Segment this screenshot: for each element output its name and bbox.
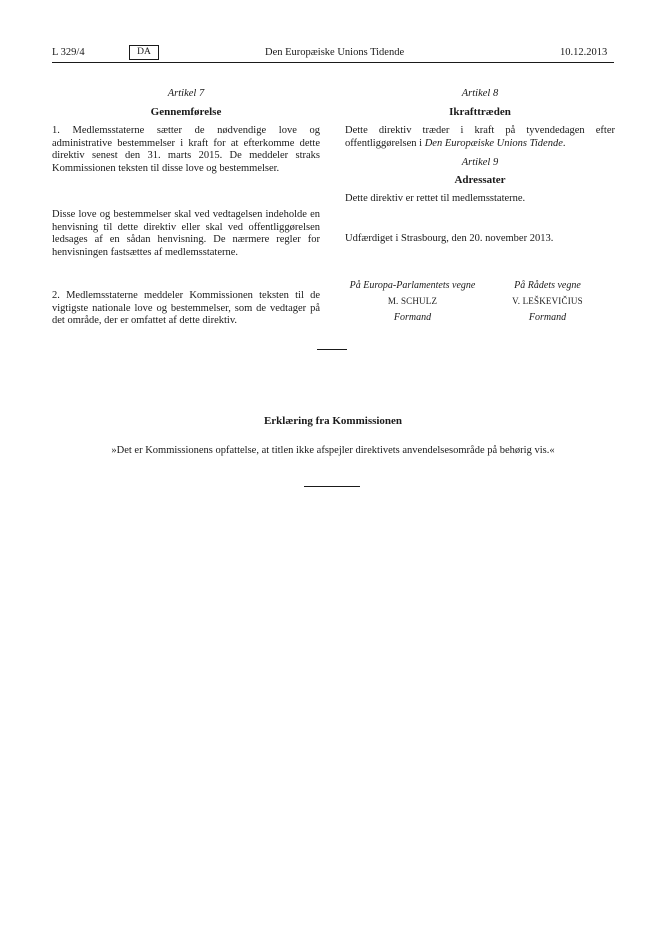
journal-title: Den Europæiske Unions Tidende (265, 47, 405, 58)
article-8-text (345, 125, 615, 150)
article-9-title: Adressater (454, 174, 506, 186)
publication-date: 10.12.2013 (560, 47, 608, 58)
article-7-paragraph-2: 2. Medlemsstaterne meddeler Kommissionen teksten til de vigtigste nationale love og bestemmelser, som de vedtager på det område, der er omfattet af dette direktiv. (52, 290, 320, 326)
signature-council-name: V. LEŠKEVIČIUS (512, 296, 583, 306)
article-8-text-start: Dette direktiv træder i kraft på tyvendedagen efter offentliggørelsen i (345, 125, 615, 149)
end-separator (304, 486, 360, 487)
signature-council (480, 279, 615, 324)
declaration-text: »Det er Kommissionens opfattelse, at titlen ikke afspejler direktivets anvendelsesområde på behørig vis.« (111, 445, 555, 456)
article-7-title: Gennemførelse (150, 106, 222, 118)
article-9-number: Artikel 9 (461, 157, 499, 168)
signature-parliament (345, 279, 480, 324)
signature-parliament-name: M. SCHULZ (387, 296, 438, 306)
section-separator (317, 349, 347, 350)
article-7-number: Artikel 7 (167, 88, 205, 99)
article-8-number: Artikel 8 (461, 88, 499, 99)
signature-council-title: Formand (528, 312, 567, 323)
article-9-text: Dette direktiv er rettet til medlemsstaterne. (345, 193, 526, 204)
signing-place-date: Udfærdiget i Strasbourg, den 20. november 2013. (345, 233, 554, 244)
article-8-title: Ikrafttræden (449, 106, 511, 118)
page-reference: L 329/4 (52, 47, 85, 58)
signature-parliament-role: På Europa-Parlamentets vegne (349, 280, 476, 291)
signature-council-role: På Rådets vegne (514, 280, 581, 291)
article-8-journal-reference: Den Europæiske Unions Tidende (424, 137, 563, 149)
article-7-paragraph-1-subparagraph: Disse love og bestemmelser skal ved vedtagelsen indeholde en henvisning til dette direktiv eller skal ved offentliggørelsen ledsages af en sådan henvisning. De nærmere regler for henvisningen fastsættes af medlemsstaterne. (52, 209, 320, 258)
header-rule (52, 62, 614, 63)
signature-parliament-title: Formand (393, 312, 432, 323)
article-8-text-end: . (562, 137, 566, 149)
declaration-title: Erklæring fra Kommissionen (263, 415, 403, 427)
article-7-paragraph-1: 1. Medlemsstaterne sætter de nødvendige love og administrative bestemmelser i kraft for at efterkomme dette direktiv senest den 31. marts 2015. De meddeler straks Kommissionen teksten til disse love og bestemmelser. (52, 125, 320, 174)
language-badge: DA (129, 45, 159, 60)
